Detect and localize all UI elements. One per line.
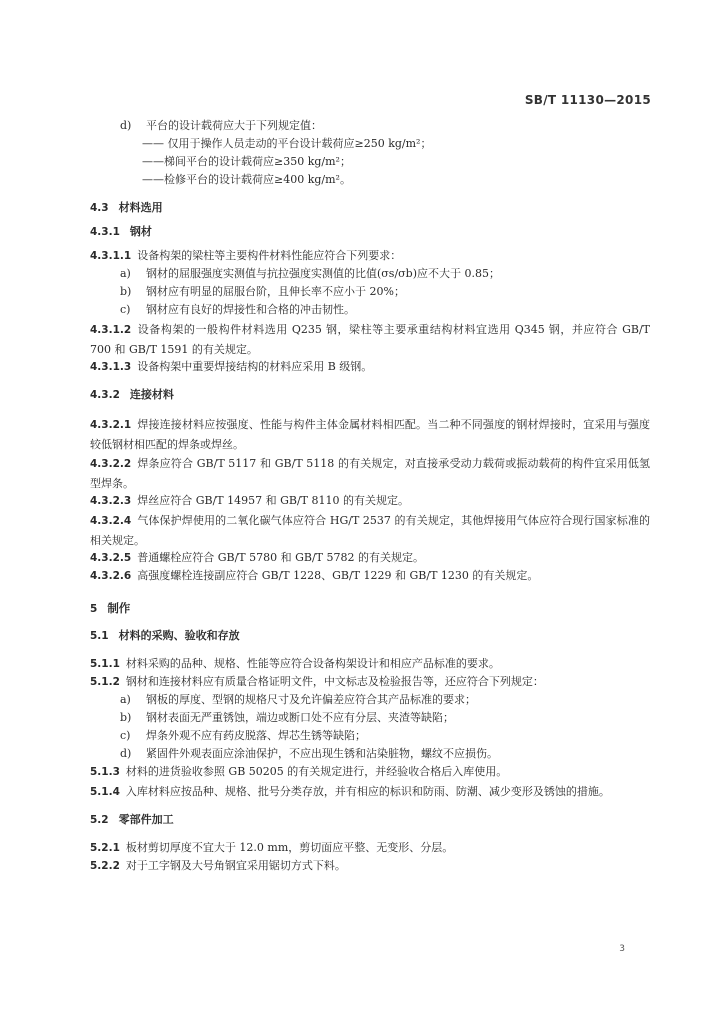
clause-paragraph	[90, 359, 650, 377]
clause-text: 焊接连接材料应按强度、性能与构件主体金属材料相匹配。当二种不同强度的钢材焊接时，宜采用与强度较低钢材相匹配的焊条或焊丝。	[90, 418, 650, 451]
clause-paragraph	[90, 511, 650, 550]
spacer	[90, 377, 650, 387]
section-heading	[90, 200, 650, 218]
list-item	[90, 302, 650, 320]
section-number: 5.1	[90, 630, 109, 642]
list-item-label: d)	[120, 747, 132, 760]
section-title: 材料选用	[118, 201, 163, 214]
clause-number: 4.3.1.3	[90, 361, 132, 373]
section-title: 零部件加工	[118, 813, 174, 826]
clause-number: 4.3.2.6	[90, 570, 132, 582]
clause-text: 高强度螺栓连接副应符合 GB/T 1228、GB/T 1229 和 GB/T 1230 的有关规定。	[137, 569, 539, 582]
spacer	[90, 586, 650, 600]
section-heading	[90, 224, 650, 242]
clause-number: 5.1.3	[90, 766, 120, 778]
clause-paragraph	[90, 858, 650, 876]
clause-paragraph	[90, 782, 650, 802]
clause-paragraph	[90, 568, 650, 586]
section-number: 4.3	[90, 202, 109, 214]
list-item-text: 平台的设计载荷应大于下列规定值：	[146, 119, 322, 132]
clause-text: 设备构架的一般构件材料选用 Q235 钢，梁柱等主要承重结构材料宜选用 Q345 钢，并应符合 GB/T 700 和 GB/T 1591 的有关规定。	[90, 323, 650, 356]
section-heading	[90, 387, 650, 405]
spacer	[90, 190, 650, 200]
clause-text: 焊条应符合 GB/T 5117 和 GB/T 5118 的有关规定，对直接承受动力载荷或振动载荷的构件宜采用低氢型焊条。	[90, 457, 650, 490]
clause-paragraph	[90, 493, 650, 511]
clause-text: 材料的进货验收参照 GB 50205 的有关规定进行，并经验收合格后入库使用。	[125, 765, 508, 778]
section-heading	[90, 600, 650, 618]
list-item-label: d)	[120, 119, 132, 132]
clause-text: 设备构架的梁柱等主要构件材料性能应符合下列要求：	[137, 249, 402, 262]
section-number: 4.3.1	[90, 226, 120, 238]
clause-number: 5.2.2	[90, 860, 120, 872]
clause-text: 钢材和连接材料应有质量合格证明文件，中文标志及检验报告等，还应符合下列规定：	[125, 675, 544, 688]
clause-text: 入库材料应按品种、规格、批号分类存放，并有相应的标识和防雨、防潮、减少变形及锈蚀的措施。	[125, 785, 610, 798]
dash-list-item: ——梯间平台的设计载荷应≥350 kg/m²；	[142, 155, 351, 168]
section-number: 4.3.2	[90, 389, 120, 401]
clause-text: 板材剪切厚度不宜大于 12.0 mm，剪切面应平整、无变形、分层。	[125, 841, 454, 854]
list-item-text: 钢材的屈服强度实测值与抗拉强度实测值的比值(σs/σb)应不大于 0.85；	[146, 267, 500, 280]
spacer	[90, 830, 650, 840]
list-item-text: 钢材应有良好的焊接性和合格的冲击韧性。	[146, 303, 355, 316]
list-item-label: c)	[120, 729, 131, 742]
section-title: 材料的采购、验收和存放	[118, 629, 240, 642]
clause-paragraph	[90, 764, 650, 782]
dash-list-item: —— 仅用于操作人员走动的平台设计载荷应≥250 kg/m²；	[142, 137, 432, 150]
section-number: 5	[90, 603, 98, 615]
clause-text: 普通螺栓应符合 GB/T 5780 和 GB/T 5782 的有关规定。	[137, 551, 424, 564]
document-code: SB/T 11130—2015	[524, 93, 651, 107]
spacer	[90, 618, 650, 628]
list-item-text: 钢材表面无严重锈蚀，端边或断口处不应有分层、夹渣等缺陷；	[146, 711, 454, 724]
list-item-text: 紧固件外观表面应涂油保护，不应出现生锈和沾染脏物，螺纹不应损伤。	[146, 747, 498, 760]
section-title: 制作	[107, 601, 131, 615]
list-item-label: a)	[120, 693, 131, 706]
list-item-text: 焊条外观不应有药皮脱落、焊芯生锈等缺陷；	[146, 729, 366, 742]
list-item	[90, 746, 650, 764]
clause-text: 对于工字钢及大号角钢宜采用锯切方式下料。	[125, 859, 346, 872]
clause-text: 焊丝应符合 GB/T 14957 和 GB/T 8110 的有关规定。	[137, 494, 409, 507]
list-item-text: 钢材应有明显的屈服台阶，且伸长率不应小于 20%；	[146, 285, 405, 298]
spacer	[90, 802, 650, 812]
dash-list-item: ——检修平台的设计载荷应≥400 kg/m²。	[142, 173, 351, 186]
document-body	[90, 118, 650, 876]
clause-paragraph	[90, 840, 650, 858]
clause-paragraph	[90, 320, 650, 359]
section-heading	[90, 812, 650, 830]
clause-number: 4.3.2.2	[90, 458, 132, 470]
list-item-label: b)	[120, 285, 132, 298]
clause-number: 4.3.1.2	[90, 324, 132, 336]
page-number: 3	[619, 944, 625, 954]
clause-number: 4.3.2.4	[90, 515, 132, 527]
clause-number: 4.3.2.5	[90, 552, 132, 564]
clause-paragraph	[90, 550, 650, 568]
list-item	[90, 118, 650, 136]
clause-paragraph	[90, 454, 650, 493]
section-title: 连接材料	[129, 388, 174, 401]
section-number: 5.2	[90, 814, 109, 826]
clause-number: 5.1.2	[90, 676, 120, 688]
list-item	[90, 266, 650, 284]
list-item-label: a)	[120, 267, 131, 280]
clause-paragraph	[90, 674, 650, 692]
clause-number: 4.3.1.1	[90, 250, 132, 262]
clause-number: 5.1.4	[90, 786, 120, 798]
clause-number: 4.3.2.3	[90, 495, 132, 507]
clause-paragraph	[90, 248, 650, 266]
clause-number: 5.1.1	[90, 658, 120, 670]
clause-text: 设备构架中重要焊接结构的材料应采用 B 级钢。	[137, 360, 373, 373]
spacer	[90, 405, 650, 415]
list-item	[90, 710, 650, 728]
clause-text: 气体保护焊使用的二氧化碳气体应符合 HG/T 2537 的有关规定，其他焊接用气体应符合现行国家标准的相关规定。	[90, 514, 650, 547]
list-item-label: b)	[120, 711, 132, 724]
section-heading	[90, 628, 650, 646]
clause-number: 5.2.1	[90, 842, 120, 854]
list-item-label: c)	[120, 303, 131, 316]
list-item	[90, 284, 650, 302]
clause-number: 4.3.2.1	[90, 419, 132, 431]
spacer	[90, 646, 650, 656]
clause-paragraph	[90, 656, 650, 674]
clause-text: 材料采购的品种、规格、性能等应符合设备构架设计和相应产品标准的要求。	[125, 657, 500, 670]
list-item-text: 钢板的厚度、型钢的规格尺寸及允许偏差应符合其产品标准的要求；	[146, 693, 476, 706]
section-title: 钢材	[129, 225, 152, 238]
list-item	[90, 728, 650, 746]
clause-paragraph	[90, 415, 650, 454]
list-item	[90, 692, 650, 710]
